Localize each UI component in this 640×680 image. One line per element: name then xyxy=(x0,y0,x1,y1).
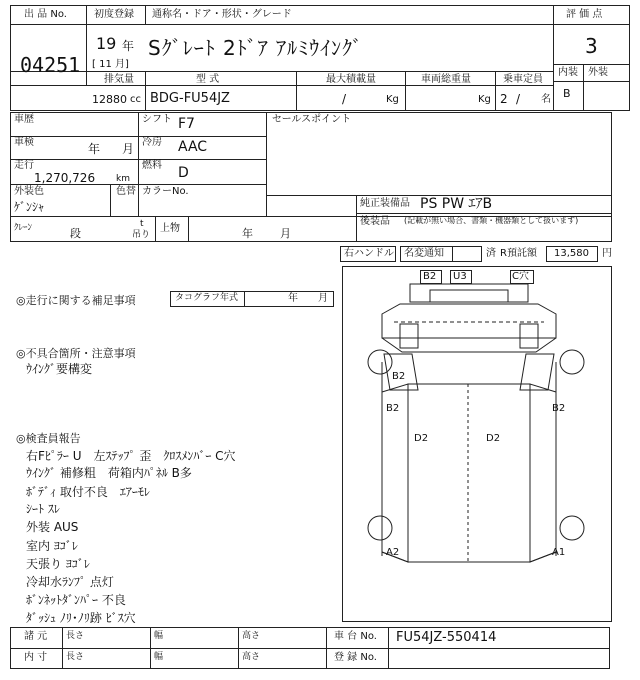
rhd-label: 右ハンドル xyxy=(344,248,394,259)
inspection-year-unit: 年 xyxy=(88,142,101,156)
aftermarket-note: (記載が無い場合、書類・機器類として扱います) xyxy=(404,216,579,225)
cab-top xyxy=(410,284,528,302)
defects-title: ◎不具合箇所・注意事項 xyxy=(16,347,136,360)
mark-c-top: C穴 xyxy=(512,271,529,282)
height-label: 高さ xyxy=(242,631,261,641)
interior-dims-label: 内 寸 xyxy=(24,652,48,663)
capacity-label: 乗車定員 xyxy=(503,74,543,85)
wheel-rr xyxy=(560,516,584,540)
upper-label: 上物 xyxy=(160,223,180,234)
defect-line: ｳｲﾝｸﾞ要構変 xyxy=(26,362,93,376)
mileage-unit: km xyxy=(116,174,130,184)
shift-label: シフト xyxy=(142,114,172,125)
tacho-month: 月 xyxy=(318,293,328,304)
displacement-value: 12880 xyxy=(92,93,127,106)
deposit-unit: 円 xyxy=(602,248,612,259)
inspector-line: 外装 AUS xyxy=(26,520,79,534)
color-no-label: 色替 xyxy=(116,186,136,197)
inspector-line: ｼｰﾄ ｽﾚ xyxy=(26,502,60,516)
width-label: 幅 xyxy=(154,631,164,641)
r-odometer-label: R預託額 xyxy=(500,248,537,259)
truck-diagram xyxy=(342,266,612,622)
equipment-value: PS PW ｴｱB xyxy=(420,196,493,212)
lot-number: 04251 xyxy=(20,53,81,77)
upper-year: 年 xyxy=(242,227,253,240)
vehicle-name: Sｸﾞﾚｰﾄ 2ﾄﾞｱ ｱﾙﾐｳｲﾝｸﾞ xyxy=(148,36,364,60)
mark-b2-top: B2 xyxy=(423,271,437,282)
tacho-year: 年 xyxy=(288,293,298,304)
width-label-2: 幅 xyxy=(154,652,164,662)
model-code-label: 型 式 xyxy=(196,74,220,85)
crane-hang: 吊り xyxy=(132,230,151,240)
history-label: 車歴 xyxy=(14,114,34,125)
model-desc-label: 通称名・ドア・形状・グレード xyxy=(152,9,292,20)
inspector-line: 室内 ﾖｺﾞﾚ xyxy=(26,539,78,553)
kg-unit-1: Kg xyxy=(386,94,399,105)
ext-color-value: ｹﾞﾝｼｬ xyxy=(14,200,45,214)
mark-b2-right: B2 xyxy=(552,403,566,414)
gross-weight-label: 車両総重量 xyxy=(421,74,471,85)
displacement-unit: cc xyxy=(130,94,141,105)
inspection-label: 車検 xyxy=(14,137,34,148)
cargo-box xyxy=(408,384,530,562)
reg-year-unit: 年 xyxy=(122,39,135,53)
reg-month: [ 11 月] xyxy=(92,59,129,70)
inspector-line: 天張り ﾖｺﾞﾚ xyxy=(26,557,90,571)
length-label: 長さ xyxy=(66,631,85,641)
inspector-title: ◎検査員報告 xyxy=(16,432,81,445)
inspector-line: 冷却水ﾗﾝﾌﾟ 点灯 xyxy=(26,575,114,589)
interior-label: 内装 xyxy=(558,67,578,78)
equipment-label: 純正装備品 xyxy=(360,198,410,209)
shift-value: F7 xyxy=(178,116,195,132)
cab-outline xyxy=(382,304,556,338)
first-reg-label: 初度登録 xyxy=(94,9,134,20)
score-value: 3 xyxy=(585,34,598,58)
inspector-line: ﾀﾞｯｼｭ ﾉﾘ･ﾉﾘ跡 ﾋﾞｽ穴 xyxy=(26,611,136,625)
inspector-line: ﾎﾞﾝﾈｯﾄﾀﾞﾝﾊﾟｰ 不良 xyxy=(26,593,126,607)
supplement-title: ◎走行に関する補足事項 xyxy=(16,294,136,307)
lot-label: 出 品 No. xyxy=(24,9,67,20)
mark-a2: A2 xyxy=(386,547,400,558)
name-change-label: 名変通知 xyxy=(404,248,444,259)
chassis-value: FU54JZ-550414 xyxy=(396,630,497,645)
ac-label: 冷房 xyxy=(142,137,162,148)
max-load-label: 最大積載量 xyxy=(326,74,376,85)
model-code-value: BDG-FU54JZ xyxy=(150,91,230,106)
cab-roof xyxy=(430,290,508,302)
wheel-rl xyxy=(368,516,392,540)
crane-ton: t xyxy=(140,219,144,229)
sales-point-label: セールスポイント xyxy=(272,114,352,125)
deposit-value: 13,580 xyxy=(554,248,589,259)
upper-month: 月 xyxy=(280,227,291,240)
tachograph-label: タコグラフ年式 xyxy=(175,293,239,303)
displacement-label: 排気量 xyxy=(104,74,134,85)
chassis-label: 車 台 No. xyxy=(334,631,377,642)
crane-label: ｸﾚｰﾝ xyxy=(14,223,33,233)
height-label-2: 高さ xyxy=(242,652,261,662)
exterior-label: 外装 xyxy=(588,67,608,78)
crane-stage: 段 xyxy=(70,227,81,240)
reg-no-label: 登 録 No. xyxy=(334,652,377,663)
interior-grade: B xyxy=(563,87,571,100)
wheel-fr xyxy=(560,350,584,374)
inspector-line: ｳｲﾝｸﾞ 補修粗 荷箱内ﾊﾟﾈﾙ B多 xyxy=(26,466,192,480)
mark-b2-left: B2 xyxy=(386,403,400,414)
mileage-label: 走行 xyxy=(14,160,34,171)
mark-d2-right: D2 xyxy=(486,433,501,444)
mark-b2-front: B2 xyxy=(392,371,406,382)
mark-d2-left: D2 xyxy=(414,433,429,444)
aftermarket-label: 後装品 xyxy=(360,216,390,227)
dims-label: 諸 元 xyxy=(24,631,48,642)
fuel-label: 燃料 xyxy=(142,160,162,171)
score-label: 評 価 点 xyxy=(566,9,603,20)
max-load-sep: / xyxy=(342,92,347,106)
reg-year: 19 xyxy=(96,34,117,53)
capacity-sep: / xyxy=(516,92,521,106)
color-code-label: カラーNo. xyxy=(142,186,189,197)
name-change-mark: 済 xyxy=(486,248,496,259)
length-label-2: 長さ xyxy=(66,652,85,662)
capacity-value: 2 xyxy=(500,92,508,106)
mark-a1: A1 xyxy=(552,547,566,558)
ext-color-label: 外装色 xyxy=(14,186,44,197)
fuel-value: D xyxy=(178,165,189,181)
inspection-month-unit: 月 xyxy=(122,142,135,156)
capacity-unit: 名 xyxy=(541,94,551,105)
kg-unit-2: Kg xyxy=(478,94,491,105)
inspector-line: 右Fﾋﾟﾗｰ U 左ｽﾃｯﾌﾟ 歪 ｸﾛｽﾒﾝﾊﾞｰ C穴 xyxy=(26,449,236,463)
mileage-value: 1,270,726 xyxy=(34,171,96,185)
mark-u3-top: U3 xyxy=(453,271,467,282)
ac-value: AAC xyxy=(178,139,208,155)
inspector-line: ﾎﾞﾃﾞｨ 取付不良 ｴｱｰﾓﾚ xyxy=(26,485,150,499)
wheel-fl xyxy=(368,350,392,374)
